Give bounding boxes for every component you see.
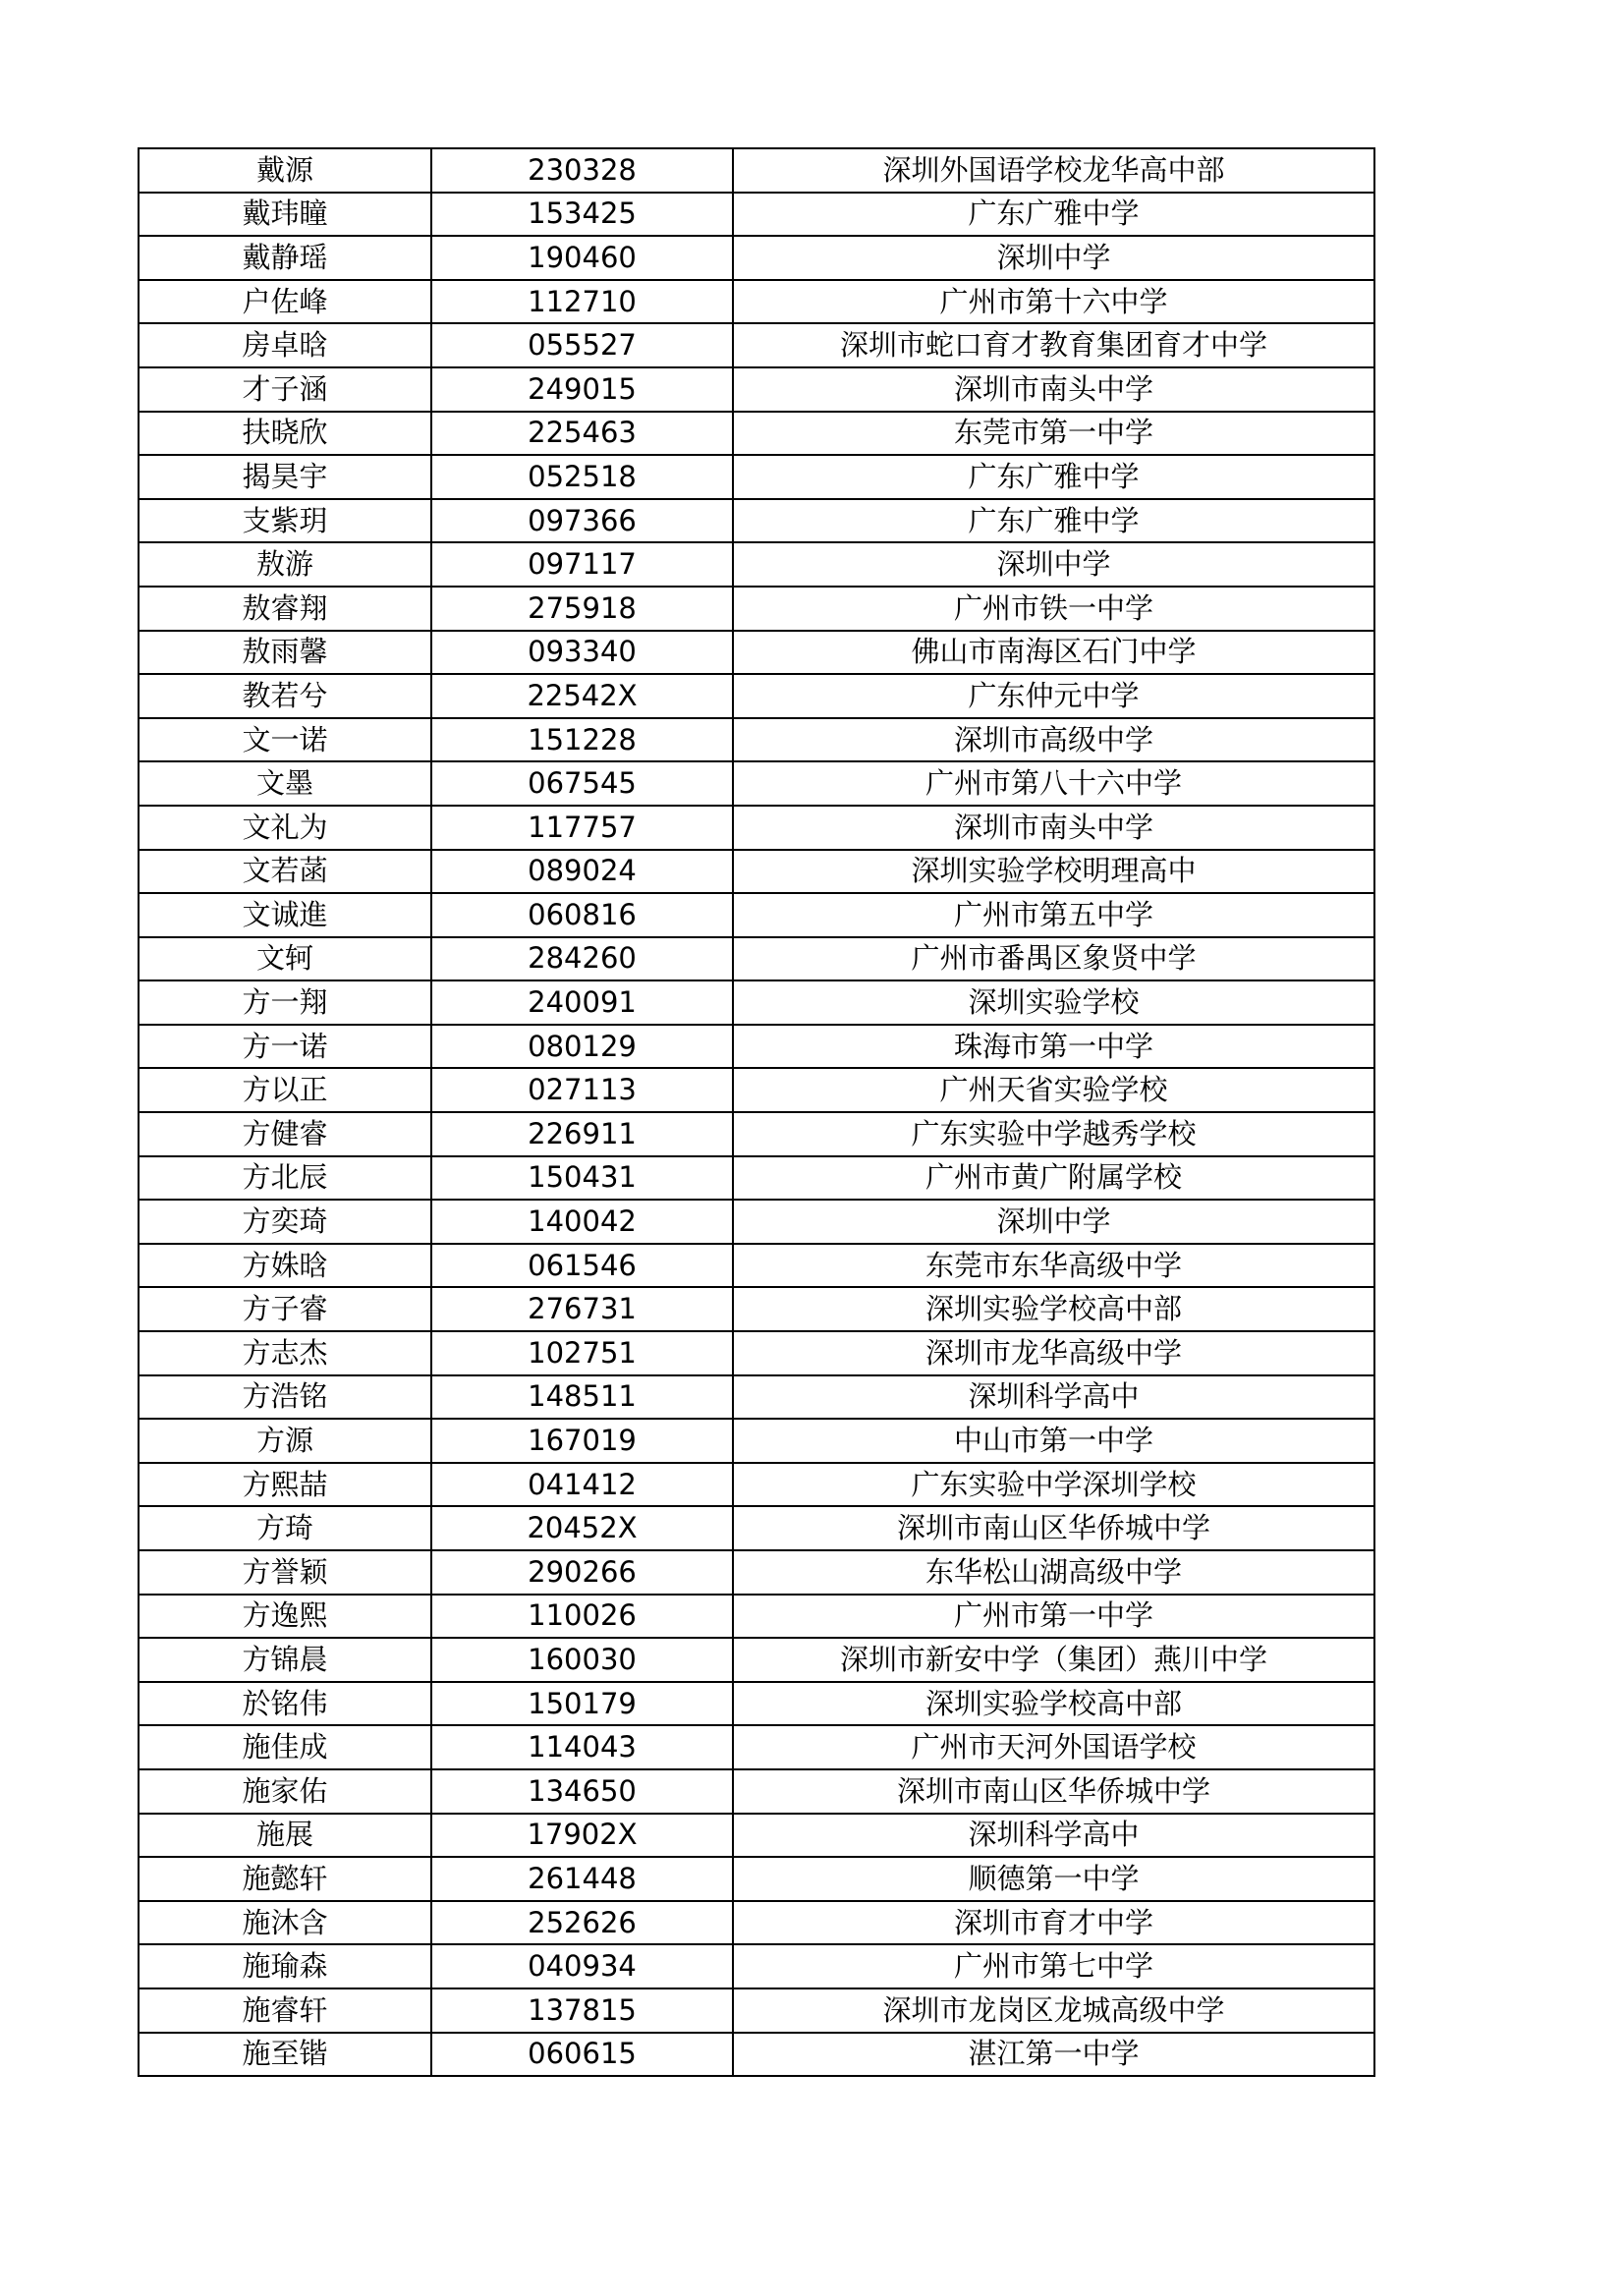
school-name-cell: 东华松山湖高级中学 bbox=[733, 1550, 1374, 1595]
student-id-cell: 290266 bbox=[431, 1550, 733, 1595]
student-id-cell: 061546 bbox=[431, 1244, 733, 1288]
school-name-cell: 深圳实验学校高中部 bbox=[733, 1682, 1374, 1726]
school-name-cell: 广州天省实验学校 bbox=[733, 1068, 1374, 1112]
table-row bbox=[139, 1506, 1374, 1550]
student-id-cell: 284260 bbox=[431, 937, 733, 981]
student-name-cell: 戴静瑶 bbox=[139, 236, 431, 280]
student-id-cell: 134650 bbox=[431, 1769, 733, 1814]
school-name-cell: 广东实验中学越秀学校 bbox=[733, 1112, 1374, 1156]
student-id-cell: 097366 bbox=[431, 499, 733, 543]
table-row bbox=[139, 980, 1374, 1025]
school-name-cell: 广东实验中学深圳学校 bbox=[733, 1463, 1374, 1507]
table-row bbox=[139, 1769, 1374, 1814]
student-id-cell: 252626 bbox=[431, 1901, 733, 1945]
student-name-cell: 方子睿 bbox=[139, 1287, 431, 1331]
student-name-cell: 房卓晗 bbox=[139, 323, 431, 367]
table-row bbox=[139, 1595, 1374, 1639]
school-name-cell: 深圳市龙华高级中学 bbox=[733, 1331, 1374, 1375]
table-row bbox=[139, 367, 1374, 412]
student-id-cell: 041412 bbox=[431, 1463, 733, 1507]
student-id-cell: 040934 bbox=[431, 1944, 733, 1988]
school-name-cell: 广州市第八十六中学 bbox=[733, 761, 1374, 806]
school-name-cell: 深圳市龙岗区龙城高级中学 bbox=[733, 1988, 1374, 2033]
student-name-cell: 戴玮瞳 bbox=[139, 193, 431, 237]
table-row bbox=[139, 850, 1374, 894]
student-name-cell: 方琦 bbox=[139, 1506, 431, 1550]
table-row bbox=[139, 937, 1374, 981]
school-name-cell: 广州市铁一中学 bbox=[733, 587, 1374, 631]
school-name-cell: 深圳中学 bbox=[733, 1200, 1374, 1244]
school-name-cell: 深圳市南山区华侨城中学 bbox=[733, 1769, 1374, 1814]
school-name-cell: 广州市第十六中学 bbox=[733, 280, 1374, 324]
student-id-cell: 114043 bbox=[431, 1725, 733, 1769]
student-name-cell: 敖游 bbox=[139, 542, 431, 587]
student-name-cell: 施睿轩 bbox=[139, 1988, 431, 2033]
student-roster-table bbox=[138, 147, 1375, 2077]
student-id-cell: 137815 bbox=[431, 1988, 733, 2033]
school-name-cell: 广东广雅中学 bbox=[733, 455, 1374, 499]
student-name-cell: 施懿轩 bbox=[139, 1857, 431, 1901]
school-name-cell: 广州市天河外国语学校 bbox=[733, 1725, 1374, 1769]
table-row bbox=[139, 806, 1374, 850]
school-name-cell: 广州市第五中学 bbox=[733, 893, 1374, 937]
table-row bbox=[139, 455, 1374, 499]
school-name-cell: 深圳市蛇口育才教育集团育才中学 bbox=[733, 323, 1374, 367]
table-row bbox=[139, 1988, 1374, 2033]
table-row bbox=[139, 1331, 1374, 1375]
school-name-cell: 广州市第一中学 bbox=[733, 1595, 1374, 1639]
student-id-cell: 117757 bbox=[431, 806, 733, 850]
student-name-cell: 文墨 bbox=[139, 761, 431, 806]
student-name-cell: 文一诺 bbox=[139, 718, 431, 762]
table-row bbox=[139, 718, 1374, 762]
table-row bbox=[139, 2033, 1374, 2077]
school-name-cell: 深圳市南山区华侨城中学 bbox=[733, 1506, 1374, 1550]
table-row bbox=[139, 1419, 1374, 1463]
student-id-cell: 22542X bbox=[431, 674, 733, 718]
student-name-cell: 方熙喆 bbox=[139, 1463, 431, 1507]
roster-body bbox=[139, 148, 1374, 2076]
table-row bbox=[139, 674, 1374, 718]
student-id-cell: 027113 bbox=[431, 1068, 733, 1112]
student-id-cell: 276731 bbox=[431, 1287, 733, 1331]
student-name-cell: 方北辰 bbox=[139, 1156, 431, 1201]
school-name-cell: 深圳市高级中学 bbox=[733, 718, 1374, 762]
student-id-cell: 067545 bbox=[431, 761, 733, 806]
student-name-cell: 施佳成 bbox=[139, 1725, 431, 1769]
school-name-cell: 湛江第一中学 bbox=[733, 2033, 1374, 2077]
school-name-cell: 深圳科学高中 bbox=[733, 1814, 1374, 1858]
table-row bbox=[139, 1463, 1374, 1507]
student-id-cell: 20452X bbox=[431, 1506, 733, 1550]
student-id-cell: 097117 bbox=[431, 542, 733, 587]
school-name-cell: 顺德第一中学 bbox=[733, 1857, 1374, 1901]
school-name-cell: 深圳实验学校高中部 bbox=[733, 1287, 1374, 1331]
student-id-cell: 102751 bbox=[431, 1331, 733, 1375]
table-row bbox=[139, 1857, 1374, 1901]
student-name-cell: 敖雨馨 bbox=[139, 631, 431, 675]
table-row bbox=[139, 631, 1374, 675]
school-name-cell: 广东广雅中学 bbox=[733, 193, 1374, 237]
table-row bbox=[139, 148, 1374, 193]
student-name-cell: 教若兮 bbox=[139, 674, 431, 718]
school-name-cell: 广州市第七中学 bbox=[733, 1944, 1374, 1988]
student-name-cell: 敖睿翔 bbox=[139, 587, 431, 631]
table-row bbox=[139, 1725, 1374, 1769]
student-name-cell: 方姝晗 bbox=[139, 1244, 431, 1288]
student-name-cell: 方浩铭 bbox=[139, 1375, 431, 1420]
student-name-cell: 揭昊宇 bbox=[139, 455, 431, 499]
student-id-cell: 151228 bbox=[431, 718, 733, 762]
student-name-cell: 施至锴 bbox=[139, 2033, 431, 2077]
table-row bbox=[139, 1375, 1374, 1420]
student-id-cell: 148511 bbox=[431, 1375, 733, 1420]
student-id-cell: 230328 bbox=[431, 148, 733, 193]
school-name-cell: 佛山市南海区石门中学 bbox=[733, 631, 1374, 675]
table-row bbox=[139, 1638, 1374, 1682]
table-row bbox=[139, 1200, 1374, 1244]
school-name-cell: 广东广雅中学 bbox=[733, 499, 1374, 543]
student-id-cell: 150431 bbox=[431, 1156, 733, 1201]
school-name-cell: 东莞市第一中学 bbox=[733, 412, 1374, 456]
student-id-cell: 226911 bbox=[431, 1112, 733, 1156]
table-row bbox=[139, 412, 1374, 456]
student-id-cell: 060615 bbox=[431, 2033, 733, 2077]
student-name-cell: 方一翔 bbox=[139, 980, 431, 1025]
student-name-cell: 才子涵 bbox=[139, 367, 431, 412]
school-name-cell: 深圳市育才中学 bbox=[733, 1901, 1374, 1945]
table-row bbox=[139, 761, 1374, 806]
student-id-cell: 052518 bbox=[431, 455, 733, 499]
student-id-cell: 261448 bbox=[431, 1857, 733, 1901]
student-id-cell: 060816 bbox=[431, 893, 733, 937]
table-row bbox=[139, 1156, 1374, 1201]
table-row bbox=[139, 1287, 1374, 1331]
student-name-cell: 方志杰 bbox=[139, 1331, 431, 1375]
student-name-cell: 施瑜森 bbox=[139, 1944, 431, 1988]
student-name-cell: 文若菡 bbox=[139, 850, 431, 894]
student-name-cell: 方锦晨 bbox=[139, 1638, 431, 1682]
school-name-cell: 珠海市第一中学 bbox=[733, 1025, 1374, 1069]
student-name-cell: 施沐含 bbox=[139, 1901, 431, 1945]
student-id-cell: 249015 bbox=[431, 367, 733, 412]
table-row bbox=[139, 323, 1374, 367]
table-row bbox=[139, 1814, 1374, 1858]
table-row bbox=[139, 893, 1374, 937]
school-name-cell: 深圳科学高中 bbox=[733, 1375, 1374, 1420]
table-row bbox=[139, 1068, 1374, 1112]
table-row bbox=[139, 542, 1374, 587]
school-name-cell: 深圳中学 bbox=[733, 236, 1374, 280]
table-row bbox=[139, 193, 1374, 237]
student-id-cell: 167019 bbox=[431, 1419, 733, 1463]
student-id-cell: 055527 bbox=[431, 323, 733, 367]
table-row bbox=[139, 1025, 1374, 1069]
table-row bbox=[139, 1112, 1374, 1156]
table-row bbox=[139, 587, 1374, 631]
student-name-cell: 支紫玥 bbox=[139, 499, 431, 543]
student-id-cell: 150179 bbox=[431, 1682, 733, 1726]
student-name-cell: 施家佑 bbox=[139, 1769, 431, 1814]
student-name-cell: 方健睿 bbox=[139, 1112, 431, 1156]
school-name-cell: 深圳外国语学校龙华高中部 bbox=[733, 148, 1374, 193]
table-row bbox=[139, 280, 1374, 324]
school-name-cell: 东莞市东华高级中学 bbox=[733, 1244, 1374, 1288]
student-id-cell: 110026 bbox=[431, 1595, 733, 1639]
student-id-cell: 190460 bbox=[431, 236, 733, 280]
student-id-cell: 225463 bbox=[431, 412, 733, 456]
student-id-cell: 089024 bbox=[431, 850, 733, 894]
student-name-cell: 方誉颖 bbox=[139, 1550, 431, 1595]
student-name-cell: 方源 bbox=[139, 1419, 431, 1463]
student-name-cell: 方奕琦 bbox=[139, 1200, 431, 1244]
student-name-cell: 文礼为 bbox=[139, 806, 431, 850]
school-name-cell: 广州市番禺区象贤中学 bbox=[733, 937, 1374, 981]
student-id-cell: 140042 bbox=[431, 1200, 733, 1244]
school-name-cell: 深圳中学 bbox=[733, 542, 1374, 587]
student-name-cell: 方以正 bbox=[139, 1068, 431, 1112]
student-id-cell: 080129 bbox=[431, 1025, 733, 1069]
table-row bbox=[139, 1244, 1374, 1288]
school-name-cell: 中山市第一中学 bbox=[733, 1419, 1374, 1463]
student-name-cell: 文轲 bbox=[139, 937, 431, 981]
student-name-cell: 戴源 bbox=[139, 148, 431, 193]
student-name-cell: 户佐峰 bbox=[139, 280, 431, 324]
school-name-cell: 深圳市新安中学（集团）燕川中学 bbox=[733, 1638, 1374, 1682]
student-id-cell: 093340 bbox=[431, 631, 733, 675]
student-id-cell: 17902X bbox=[431, 1814, 733, 1858]
table-row bbox=[139, 1682, 1374, 1726]
student-name-cell: 於铭伟 bbox=[139, 1682, 431, 1726]
student-id-cell: 240091 bbox=[431, 980, 733, 1025]
student-name-cell: 文诚進 bbox=[139, 893, 431, 937]
student-name-cell: 扶晓欣 bbox=[139, 412, 431, 456]
school-name-cell: 广州市黄广附属学校 bbox=[733, 1156, 1374, 1201]
student-id-cell: 275918 bbox=[431, 587, 733, 631]
table-row bbox=[139, 1550, 1374, 1595]
school-name-cell: 广东仲元中学 bbox=[733, 674, 1374, 718]
table-row bbox=[139, 499, 1374, 543]
student-name-cell: 施展 bbox=[139, 1814, 431, 1858]
student-id-cell: 160030 bbox=[431, 1638, 733, 1682]
student-name-cell: 方一诺 bbox=[139, 1025, 431, 1069]
student-id-cell: 112710 bbox=[431, 280, 733, 324]
table-row bbox=[139, 1944, 1374, 1988]
school-name-cell: 深圳实验学校 bbox=[733, 980, 1374, 1025]
table-row bbox=[139, 236, 1374, 280]
student-id-cell: 153425 bbox=[431, 193, 733, 237]
student-name-cell: 方逸熙 bbox=[139, 1595, 431, 1639]
table-row bbox=[139, 1901, 1374, 1945]
school-name-cell: 深圳市南头中学 bbox=[733, 367, 1374, 412]
school-name-cell: 深圳市南头中学 bbox=[733, 806, 1374, 850]
school-name-cell: 深圳实验学校明理高中 bbox=[733, 850, 1374, 894]
